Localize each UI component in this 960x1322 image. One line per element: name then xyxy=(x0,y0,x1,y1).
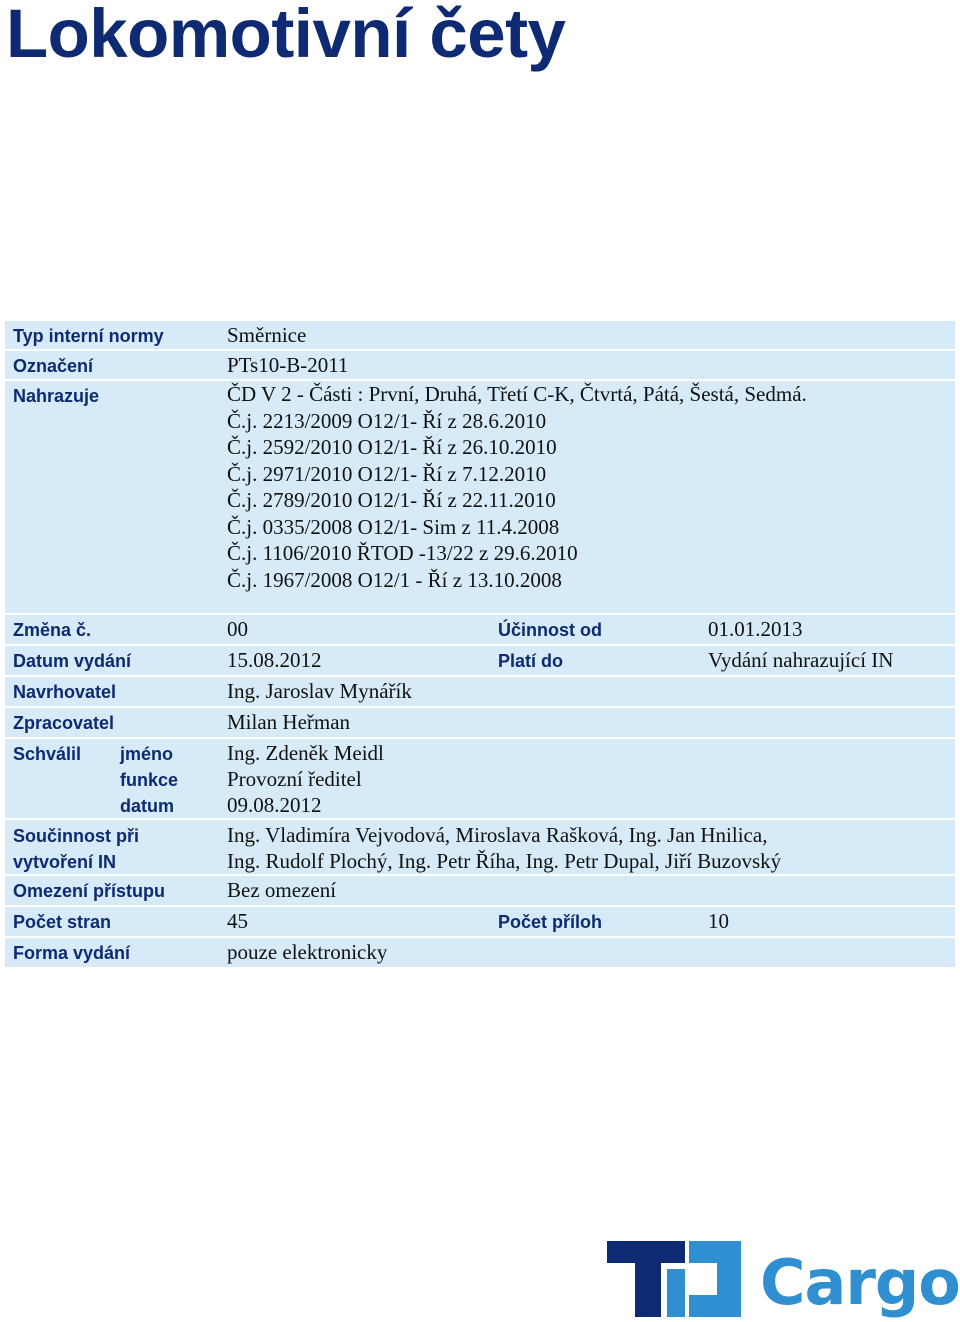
zmena-label: Změna č. xyxy=(13,620,92,640)
zpracovatel-value: Milan Heřman xyxy=(227,710,351,734)
row-navrhovatel xyxy=(5,677,955,708)
nahrazuje-line: Č.j. 2592/2010 O12/1- Ří z 26.10.2010 xyxy=(227,435,557,459)
jmeno-value: Ing. Zdeněk Meidl xyxy=(227,741,384,765)
soucinnost-line: Ing. Vladimíra Vejvodová, Miroslava Rašková, Ing. Jan Hnilica, xyxy=(227,823,768,847)
pocet-stran-label: Počet stran xyxy=(13,912,112,932)
nahrazuje-line: Č.j. 1967/2008 O12/1 - Ří z 13.10.2008 xyxy=(227,567,562,592)
row-nahrazuje xyxy=(5,381,955,615)
document-info-table xyxy=(5,321,955,969)
nahrazuje-line: ČD V 2 - Části : První, Druhá, Třetí C-K, Čtvrtá, Pátá, Šestá, Sedmá. xyxy=(227,382,807,406)
omezeni-value: Bez omezení xyxy=(227,878,337,902)
cd-cargo-logo-icon xyxy=(607,1241,741,1317)
nahrazuje-line: Č.j. 2789/2010 O12/1- Ří z 22.11.2010 xyxy=(227,488,556,512)
jmeno-label: jméno xyxy=(120,744,174,764)
schvalil-label: Schválil xyxy=(13,744,82,764)
nahrazuje-line: Č.j. 2971/2010 O12/1- Ří z 7.12.2010 xyxy=(227,461,547,486)
ucinnost-value: 01.01.2013 xyxy=(708,617,803,641)
soucinnost-line: Ing. Rudolf Plochý, Ing. Petr Říha, Ing. Petr Dupal, Jiří Buzovský xyxy=(227,849,782,873)
pocet-priloh-label: Počet příloh xyxy=(498,912,603,932)
oznaceni-label: Označení xyxy=(13,356,94,376)
nahrazuje-list xyxy=(227,381,807,593)
soucinnost-label: Součinnost při xyxy=(13,826,139,846)
row-schvalil xyxy=(5,739,955,820)
forma-value: pouze elektronicky xyxy=(227,940,388,964)
soucinnost-label-2: vytvoření IN xyxy=(13,852,117,872)
row-typ xyxy=(5,321,955,351)
navrhovatel-value: Ing. Jaroslav Mynářík xyxy=(227,679,412,703)
datum-vydani-label: Datum vydání xyxy=(13,651,132,671)
pocet-stran-value: 45 xyxy=(227,909,248,933)
navrhovatel-label: Navrhovatel xyxy=(13,682,117,702)
row-forma xyxy=(5,938,955,969)
nahrazuje-label: Nahrazuje xyxy=(13,386,100,406)
plati-do-value: Vydání nahrazující IN xyxy=(708,648,894,672)
datum-label: datum xyxy=(120,796,174,816)
typ-label: Typ interní normy xyxy=(13,326,164,346)
oznaceni-value: PTs10-B-2011 xyxy=(227,353,349,377)
datum-value: 09.08.2012 xyxy=(227,793,322,817)
zmena-value: 00 xyxy=(227,617,248,641)
omezeni-label: Omezení přístupu xyxy=(13,881,166,901)
row-datum-vydani xyxy=(5,646,955,677)
funkce-label: funkce xyxy=(120,770,179,790)
row-pocet-stran xyxy=(5,907,955,938)
row-omezeni xyxy=(5,876,955,907)
document-title: Lokomotivní čety xyxy=(6,0,566,72)
cargo-logo-text: Cargo xyxy=(760,1246,960,1319)
row-zpracovatel xyxy=(5,708,955,739)
pocet-priloh-value: 10 xyxy=(708,909,729,933)
row-soucinnost xyxy=(5,820,955,876)
ucinnost-label: Účinnost od xyxy=(498,620,602,640)
datum-vydani-value: 15.08.2012 xyxy=(227,648,322,672)
nahrazuje-line: Č.j. 0335/2008 O12/1- Sim z 11.4.2008 xyxy=(227,514,560,539)
row-zmena xyxy=(5,615,955,646)
forma-label: Forma vydání xyxy=(13,943,131,963)
row-oznaceni xyxy=(5,351,955,381)
zpracovatel-label: Zpracovatel xyxy=(13,713,115,733)
funkce-value: Provozní ředitel xyxy=(227,767,362,791)
typ-value: Směrnice xyxy=(227,323,307,347)
nahrazuje-line: Č.j. 2213/2009 O12/1- Ří z 28.6.2010 xyxy=(227,408,547,433)
nahrazuje-line: Č.j. 1106/2010 ŘTOD -13/22 z 29.6.2010 xyxy=(227,541,578,565)
plati-do-label: Platí do xyxy=(498,651,564,671)
